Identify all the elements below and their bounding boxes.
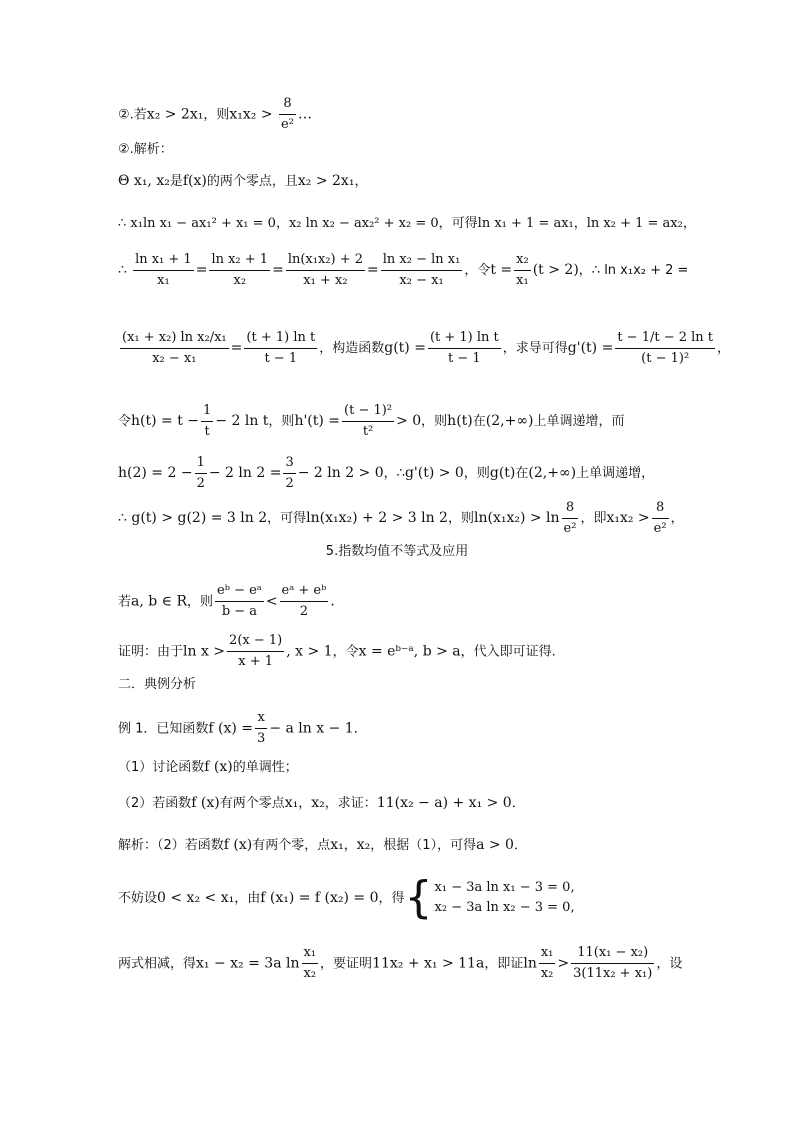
math: x₂ [356,837,371,853]
math: ln(x₁x₂) + 2 > 3 ln 2 [306,510,448,526]
text: （2）若函数 [118,796,192,811]
text: ，则 [421,414,448,429]
numerator: 3 [283,455,295,474]
text: ， [298,796,312,811]
fraction [342,403,394,440]
equals: = [230,340,243,356]
denominator: e² [281,117,294,132]
fraction [539,945,556,982]
line-8 [118,455,654,492]
fraction [571,945,654,982]
line-3 [118,172,367,191]
text: ，则 [268,414,295,429]
math: x₁ [284,795,299,811]
denominator: x₂ [233,273,247,288]
text: ，由 [234,891,261,906]
denominator: 2 [196,476,205,491]
text: ，∴ ln x₁x₂ + 2 = [578,263,689,278]
math: f (x) [204,759,233,775]
math: f (x) = [208,720,254,737]
text: ， [354,174,368,189]
math: x = eᵇ⁻ᵃ, b > a [358,643,461,660]
math: ln x₁ + 1 = ax₁ [477,216,574,231]
text: ， [682,216,696,231]
text: ． [511,796,525,811]
numerator: (t + 1) ln t [244,330,317,349]
text: ， [275,216,289,231]
equals: = [272,262,284,278]
math: 11x₂ + x₁ > 11a [372,955,485,972]
math: − 2 ln t [215,413,269,429]
line-12 [118,710,367,747]
numerator: t − 1/t − 2 ln t [615,330,715,349]
numerator: x₂ [514,252,531,271]
math: g'(t) = [567,340,614,356]
denominator: b − a [221,604,258,619]
fraction [209,252,270,289]
line-7 [118,403,624,440]
text: ，则 [463,466,490,481]
math: . [330,593,335,610]
math: x₂ > 2x₁ [146,106,204,123]
text: 令 [118,414,132,429]
line-9 [118,500,684,537]
heading-text: 二．典例分析 [118,677,197,692]
math: g(t) [489,465,516,481]
text: ，根据（1），可得 [370,838,477,853]
numerator: 2(x − 1) [227,633,284,652]
numerator: 8 [279,96,296,115]
math: > 0 [396,413,422,429]
math: a, b ∈ R [131,593,188,610]
fraction [201,403,213,440]
math: x₂ ln x₂ − ax₂² + x₂ = 0 [288,216,439,231]
denominator: x₂ − x₁ [399,273,444,288]
math: 11(x₂ − a) + x₁ > 0 [376,795,512,811]
math: g(t) = [384,340,426,356]
fraction [133,252,194,289]
text: 不妨设 [118,891,158,906]
text: ，则 [187,594,214,610]
text: 的单调性； [232,760,298,775]
text: ，求证： [324,796,377,811]
denominator: 3 [257,731,266,746]
math: ln(x₁x₂) > ln [473,510,560,526]
fraction [195,455,207,492]
numerator: ln x₂ + 1 [209,252,270,271]
line-10 [118,583,335,620]
fraction [283,455,295,492]
text: ，得 [378,891,405,906]
denominator: x₁ [157,273,170,288]
math: f(x) [182,173,207,189]
denominator: t [204,424,210,439]
equation-system [435,878,575,918]
denominator: t − 1 [448,351,481,366]
fraction [279,96,296,133]
math: (t > 2) [532,262,579,278]
text: 若 [118,594,132,610]
brace-icon: { [404,872,433,923]
math: f (x) [223,837,253,853]
fraction [215,583,264,620]
denominator: x + 1 [238,654,274,669]
math: − 2 ln 2 > 0 [297,465,384,481]
text: ，令 [332,644,359,660]
math: … [297,106,312,123]
fraction [615,330,715,367]
math: x₁x₂ > [606,510,650,526]
numerator: x₁ [302,945,319,964]
text: 的两个零点，且 [206,174,298,189]
math: h(t) [447,413,473,429]
line-4 [118,215,696,233]
math: ∴ [118,262,127,278]
math: , x > 1 [286,643,333,660]
text: 有两个零点 [219,796,285,811]
text: ，即 [580,511,607,526]
math: f (x₁) = f (x₂) = 0 [260,890,379,906]
equals: = [195,262,208,278]
line-11 [118,633,556,670]
fraction [562,500,579,537]
fraction [381,252,463,289]
math: Θ x₁, x₂ [118,173,170,189]
math: ln x₂ + 1 = ax₂ [586,216,683,231]
math: x₁x₂ > [229,106,273,123]
denominator: t − 1 [264,351,298,366]
numerator: 11(x₁ − x₂) [571,945,654,964]
fraction [286,252,365,289]
fraction [244,330,317,367]
numerator: 1 [201,403,213,422]
section-heading [0,542,794,561]
math: ln x > [183,643,226,660]
text: ． [353,721,367,737]
denominator: x₁ [516,273,529,288]
fraction [255,710,267,747]
text: ， [573,216,587,231]
math: t = [490,262,513,278]
numerator: 1 [195,455,207,474]
denominator: (t − 1)² [641,351,690,366]
denominator: x₂ [540,966,554,981]
text: ，代入即可证得. [460,644,556,660]
text: ，令 [464,263,491,278]
fraction [227,633,284,670]
numerator: 8 [652,500,669,519]
text: ，可得 [267,511,307,526]
math: > [557,955,570,972]
line-14 [118,794,525,813]
denominator: x₂ [303,966,317,981]
denominator: 2 [285,476,294,491]
numerator: (t + 1) ln t [428,330,501,349]
text: 有两个零，点 [252,838,331,853]
fraction [652,500,669,537]
denominator: e² [653,521,667,536]
text: ， [717,341,731,356]
math: − a ln x − 1 [269,720,354,737]
text: ，则 [447,511,474,526]
line-15 [118,836,527,855]
text: （1）讨论函数 [118,760,205,775]
text: 在 [472,414,486,429]
numerator: ln x₁ + 1 [133,252,194,271]
text: ，可得 [438,216,478,231]
text: ②.解析： [118,142,173,157]
math: a > 0 [476,837,514,853]
text: 解析：（2）若函数 [118,838,224,853]
line-13 [118,758,298,777]
math: f (x) [191,795,220,811]
text: 在 [515,466,529,481]
numerator: eᵇ − eᵃ [215,583,264,602]
equation: x₂ − 3a ln x₂ − 3 = 0, [434,900,575,915]
text: ，则 [203,107,230,123]
math: 0 < x₂ < x₁ [157,890,235,906]
text: ，构造函数 [319,341,385,356]
math: x₂ > 2x₁ [297,173,355,189]
math: − 2 ln 2 = [208,465,282,481]
numerator: 8 [562,500,579,519]
line-5 [118,252,688,289]
math: x₁ − x₂ = 3a ln [196,955,300,972]
numerator: (x₁ + x₂) ln x₂/x₁ [120,330,229,349]
math: ∴ x₁ln x₁ − ax₁² + x₁ = 0 [118,216,276,231]
math: < [265,593,278,610]
fraction [280,583,329,620]
text: ，即证 [484,956,524,972]
text: ，要证明 [320,956,373,972]
text: ，设 [656,956,683,972]
math: (2,+∞) [528,465,577,481]
line-1 [118,96,312,133]
numerator: eᵃ + eᵇ [280,583,329,602]
fraction [428,330,501,367]
denominator: t² [362,424,374,439]
equals: = [367,262,379,278]
text: 是 [169,174,183,189]
text: ②.若 [118,107,147,123]
numerator: (t − 1)² [342,403,394,422]
math: g'(t) > 0 [404,465,464,481]
numerator: x₁ [539,945,556,964]
fraction [514,252,531,289]
text: 上单调递增，而 [533,414,625,429]
math: x₂ [311,795,325,811]
text: ． [513,838,527,853]
denominator: 2 [299,604,309,619]
math: ∴ g(t) > g(2) = 3 ln 2 [118,510,268,526]
fraction [120,330,229,367]
section-heading [118,675,196,694]
equation: x₁ − 3a ln x₁ − 3 = 0, [434,880,575,895]
denominator: 3(11x₂ + x₁) [573,966,653,981]
text: 上单调递增， [576,466,655,481]
line-17 [118,945,682,982]
denominator: x₂ − x₁ [152,351,197,366]
math: h'(t) = [294,413,341,429]
math: (2,+∞) [485,413,534,429]
text: 两式相减，得 [118,956,197,972]
text: 证明：由于 [118,644,184,660]
denominator: x₁ + x₂ [303,273,348,288]
text: ， [670,511,684,526]
math: h(2) = 2 − [118,465,193,481]
math: ln [523,955,537,972]
text: ，∴ [383,466,405,481]
line-6 [118,330,730,367]
text: ，求导可得 [502,341,568,356]
fraction [302,945,319,982]
math: h(t) = t − [131,413,200,429]
text: 例 1．已知函数 [118,721,209,737]
denominator: e² [563,521,577,536]
math: x₁ [330,837,344,853]
numerator: x [255,710,267,729]
line-2 [118,140,173,159]
numerator: ln(x₁x₂) + 2 [286,252,365,271]
heading-text: 5.指数均值不等式及应用 [325,544,469,559]
line-16 [118,872,575,923]
numerator: ln x₂ − ln x₁ [381,252,463,271]
text: ， [343,838,357,853]
